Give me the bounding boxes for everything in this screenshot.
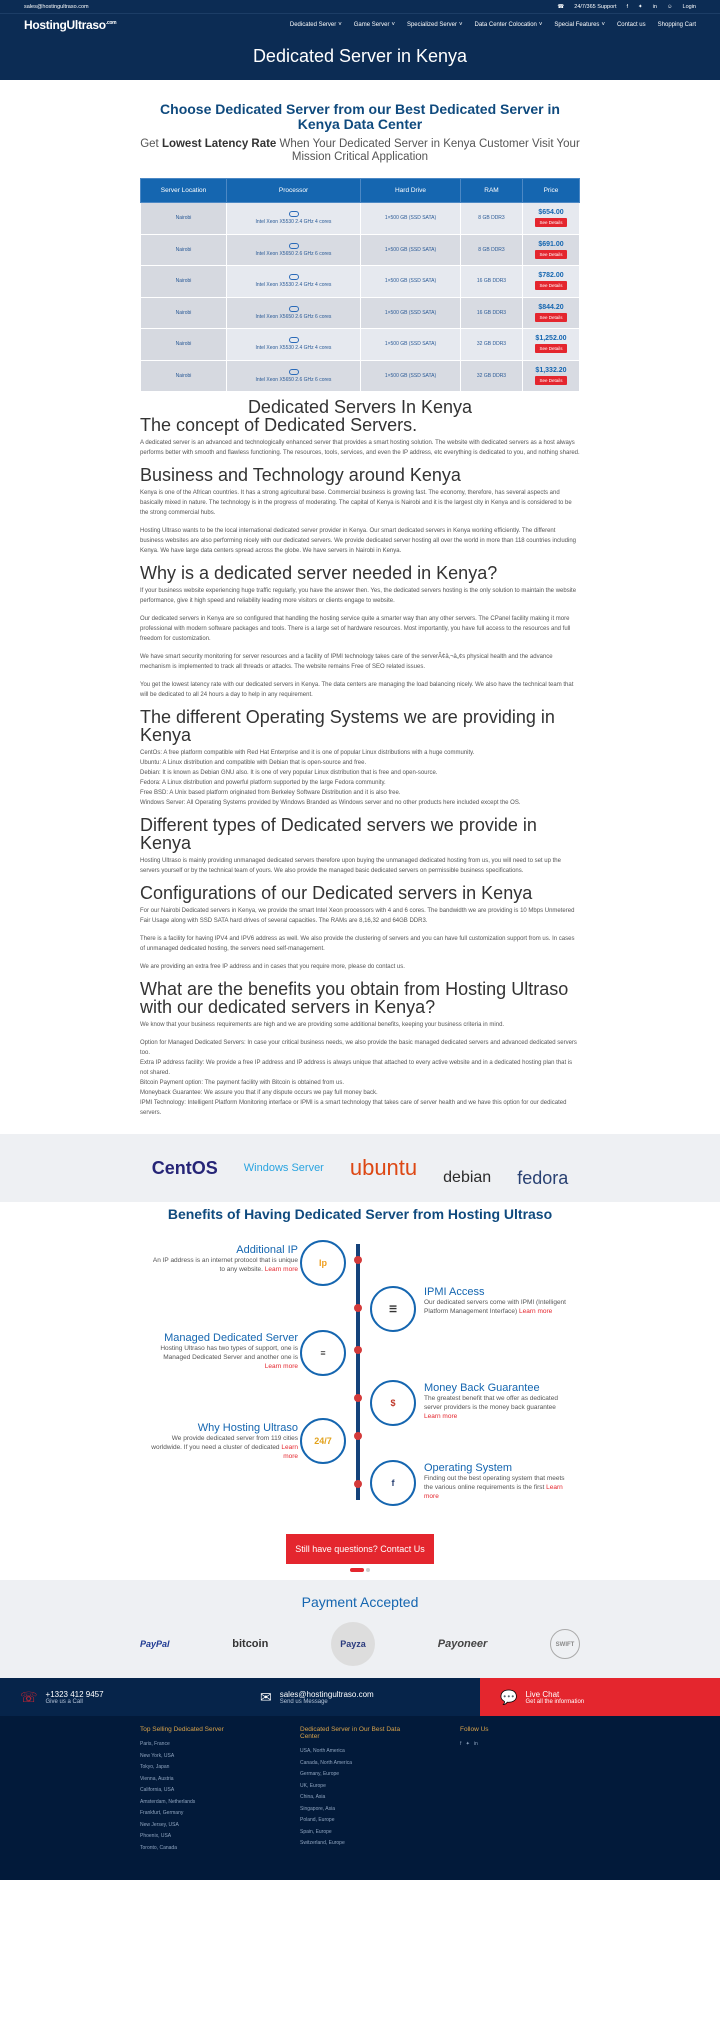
cell-price: $844.20 See Details xyxy=(523,297,580,329)
cell-ram: 8 GB DDR3 xyxy=(461,203,523,235)
learn-more-link[interactable]: Learn more xyxy=(264,1363,298,1370)
os-item: Windows Server: All Operating Systems provided by Windows Branded as Windows server and no other products here included except the OS. xyxy=(140,800,521,806)
windows-server-logo: Windows Server xyxy=(243,1162,324,1174)
intro-subheading: Get Lowest Latency Rate When Your Dedicated Server in Kenya Customer Visit Your Mission Critical Application xyxy=(140,138,580,163)
menu-special-features[interactable]: Special Features xyxy=(554,22,600,28)
logo[interactable]: HostingUltraso$^{.com}$ xyxy=(24,18,117,32)
facebook-icon[interactable]: f xyxy=(626,3,629,10)
header-email[interactable]: sales@hostingultraso.com xyxy=(24,3,89,10)
timeline-dot xyxy=(354,1480,362,1488)
concept-heading: The concept of Dedicated Servers. xyxy=(140,415,418,435)
page-title: Dedicated Server in Kenya xyxy=(252,46,468,66)
benefit-ipmi: IPMI Access Our dedicated servers come with IPMI (Intelligent Platform Management Interface) Learn more xyxy=(424,1286,566,1315)
cell-location: Nairobi xyxy=(141,297,227,329)
timeline-dot xyxy=(354,1346,362,1354)
paypal-logo: PayPal xyxy=(140,1639,170,1649)
ubuntu-logo: ubuntu xyxy=(349,1155,418,1180)
payoneer-logo: Payoneer xyxy=(437,1638,488,1650)
facebook-icon[interactable]: f xyxy=(460,1741,462,1747)
footer-link[interactable]: Tokyo, Japan xyxy=(140,1764,170,1770)
cell-location: Nairobi xyxy=(141,329,227,361)
footer-links xyxy=(140,1739,260,1854)
payment-band xyxy=(0,1580,720,1678)
headset-icon: ☎ xyxy=(557,3,565,10)
learn-more-link[interactable]: Learn more xyxy=(281,1444,298,1460)
email-box[interactable]: ✉ sales@hostingultraso.com Send us Message xyxy=(240,1678,480,1716)
table-row xyxy=(141,297,580,329)
footer-link[interactable]: Toronto, Canada xyxy=(140,1844,177,1851)
footer-link[interactable]: Spain, Europe xyxy=(300,1828,332,1835)
benefit-additional-ip: Additional IP An IP address is an internet protocol that is unique to any website. Learn more xyxy=(152,1244,298,1273)
main-nav xyxy=(0,14,720,36)
os-item: Debian: It is known as Debian GNU also. It is one of very popular Linux distribution that is free and open-source. xyxy=(140,770,438,776)
cell-hdd: 1×500 GB (SSD SATA) xyxy=(361,360,461,392)
benefits-title: Benefits of Having Dedicated Server from Hosting Ultraso xyxy=(167,1206,553,1222)
footer-data-centers: Dedicated Server in Our Best Data Center USA, North America Canada, North America Germany, Europe UK, Europe China, Asia Singapore, Asia Poland, Europe Spain, Europe Switzerland, Europe xyxy=(300,1726,420,1880)
carousel-dots xyxy=(0,1568,720,1574)
types-heading: Different types of Dedicated servers we provide in Kenya xyxy=(140,815,537,853)
linkedin-icon[interactable]: in xyxy=(473,1741,478,1747)
intro-heading: Choose Dedicated Server from our Best Dedicated Server in Kenya Data Center xyxy=(160,101,560,132)
swift-logo: SWIFT xyxy=(550,1629,580,1659)
why-text: You get the lowest latency rate with our dedicated servers in Kenya. The data centers are managing the load balancing nicely. We also have the technical team that will be dedicated to all 24 hours a day to help in any requirement. xyxy=(140,682,574,698)
timeline-dot xyxy=(354,1432,362,1440)
see-details-button[interactable]: See Details xyxy=(535,281,566,290)
user-icon: ☺ xyxy=(666,3,673,10)
cell-location: Nairobi xyxy=(141,203,227,235)
table-row xyxy=(141,234,580,266)
cell-processor: Intel Xeon X5530 2.4 GHz 4 cores xyxy=(227,329,361,361)
intel-icon xyxy=(289,337,299,343)
col-location: Server Location xyxy=(141,179,227,203)
why-heading: Why is a dedicated server needed in Kenya? xyxy=(140,563,498,583)
footer-link[interactable]: Amsterdam, Netherlands xyxy=(140,1798,196,1805)
cell-processor: Intel Xeon X5650 2.6 GHz 6 cores xyxy=(227,297,361,329)
cell-hdd: 1×500 GB (SSD SATA) xyxy=(361,297,461,329)
footer xyxy=(0,1716,720,1880)
chat-icon: 💬 xyxy=(500,1688,518,1705)
intel-icon xyxy=(289,274,299,280)
contact-us-button[interactable]: Still have questions? Contact Us xyxy=(286,1534,434,1564)
phone-icon: ☏ xyxy=(20,1688,38,1705)
learn-more-link[interactable]: Learn more xyxy=(424,1484,563,1500)
os-heading: The different Operating Systems we are providing in Kenya xyxy=(140,707,555,745)
table-row xyxy=(141,360,580,392)
footer-link[interactable]: New York, USA xyxy=(140,1752,175,1759)
cell-price: $782.00 See Details xyxy=(523,266,580,298)
footer-link[interactable]: Germany, Europe xyxy=(300,1771,340,1777)
timeline-dot xyxy=(354,1256,362,1264)
why-text: We have smart security monitoring for server resources and a facility of IPMI technology takes care of the serverÃ¢â‚¬â„¢s physical health and the advance mechanism is implemented to track all threads or attacks. The website remains Free of SEO related issues. xyxy=(140,654,553,670)
concept-text: A dedicated server is an advanced and technologically enhanced server that provides a smart hosting solution. The website with dedicated servers as a host always performs better with smooth and flawless functioning. The resources, tools, services, and even the IP address, etc everything is dedicated to you, and nothing shared. xyxy=(140,440,580,456)
see-details-button[interactable]: See Details xyxy=(535,313,566,322)
col-ram: RAM xyxy=(461,179,523,203)
see-details-button[interactable]: See Details xyxy=(535,344,566,353)
cell-hdd: 1×500 GB (SSD SATA) xyxy=(361,203,461,235)
cell-location: Nairobi xyxy=(141,266,227,298)
cell-processor: Intel Xeon X5530 2.4 GHz 4 cores xyxy=(227,203,361,235)
benefit-why-hosting: Why Hosting Ultraso We provide dedicated server from 119 cities worldwide. If you need a cluster of dedicated Learn more xyxy=(151,1422,298,1460)
footer-link[interactable]: UK, Europe xyxy=(300,1782,326,1789)
footer-link[interactable]: Phoenix, USA xyxy=(140,1833,172,1839)
footer-link[interactable]: Paris, France xyxy=(140,1741,170,1747)
cell-price: $1,332.20 See Details xyxy=(523,360,580,392)
server-icon: ☰ xyxy=(370,1286,416,1332)
col-hdd: Hard Drive xyxy=(361,179,461,203)
benefit-item: Option for Managed Dedicated Servers: In case your critical business needs, we also provide the basic managed dedicated servers and advanced dedicated servers too. xyxy=(140,1040,577,1056)
payment-title: Payment Accepted xyxy=(301,1594,419,1610)
table-row xyxy=(141,203,580,235)
cell-price: $1,252.00 See Details xyxy=(523,329,580,361)
table-row xyxy=(141,329,580,361)
os-item: Free BSD: A Unix based platform originated from Berkeley Software Distribution and it is also free. xyxy=(140,790,401,796)
menu-specialized-server[interactable]: Specialized Server xyxy=(406,22,457,28)
footer-follow: Follow Us f ✦ in xyxy=(460,1726,489,1747)
footer-link[interactable]: Canada, North America xyxy=(300,1759,352,1766)
payment-logos xyxy=(140,1622,580,1666)
menu-contact[interactable]: Contact us xyxy=(616,22,646,28)
cell-ram: 32 GB DDR3 xyxy=(461,360,523,392)
payza-logo: Payza xyxy=(331,1622,375,1666)
intel-icon xyxy=(289,306,299,312)
benefits-timeline xyxy=(140,1236,580,1506)
cell-processor: Intel Xeon X5650 2.6 GHz 6 cores xyxy=(227,360,361,392)
footer-top-selling: Top Selling Dedicated Server Paris, France New York, USA Tokyo, Japan Vienna, Austria California, USA Amsterdam, Netherlands Frankfurt, Germany New Jersey, USA Phoenix, USA Toronto, Canada xyxy=(140,1726,260,1880)
chevron-down-icon: ˅ xyxy=(601,22,605,28)
intel-icon xyxy=(289,369,299,375)
twitter-icon[interactable]: ✦ xyxy=(465,1741,470,1747)
why-text: If your business website experiencing huge traffic regularly, you have the answer then. Yes, the dedicated servers hosting is the only solution to maintain the website performance, give it high speed and reliability leading more visitors or clients engage to website. xyxy=(140,588,577,604)
learn-more-link[interactable]: Learn more xyxy=(519,1308,553,1315)
chevron-down-icon: ˅ xyxy=(338,22,342,28)
benefit-item: IPMI Technology: Intelligent Platform Monitoring interface or IPMI is a smart technology that takes care of server health and we have this option for our dedicated servers. xyxy=(140,1100,567,1116)
table-row xyxy=(141,266,580,298)
cell-hdd: 1×500 GB (SSD SATA) xyxy=(361,234,461,266)
phone-box[interactable]: ☏ +1323 412 9457 Give us a Call xyxy=(0,1678,240,1716)
support-24-7-icon: 24/7 xyxy=(300,1418,346,1464)
footer-link[interactable]: Poland, Europe xyxy=(300,1817,335,1823)
os-item: Fedora: A Linux distribution and powerful platform supported by the large Fedora community. xyxy=(140,780,386,786)
os-item: Ubuntu: A Linux distribution and compatible with Debian that is open-source and free. xyxy=(140,760,367,766)
business-text: Kenya is one of the African countries. It has a strong agricultural base. Commercial business is growing fast. The economy, therefore, has several aspects and basically mixed in nature. The technology is in the progress of moderating. The capital of Kenya is Nairobi and it is the largest city in Kenya and is considered to be the strong commercial hubs. xyxy=(140,490,572,516)
live-chat-box[interactable]: 💬 Live Chat Get all the information xyxy=(480,1678,720,1716)
menu-cart[interactable]: Shopping Cart xyxy=(657,22,696,28)
centos-logo: CentOS xyxy=(151,1157,218,1178)
fedora-logo: fedora xyxy=(517,1167,569,1188)
see-details-button[interactable]: See Details xyxy=(535,218,566,227)
timeline-dot xyxy=(354,1394,362,1402)
col-processor: Processor xyxy=(227,179,361,203)
cell-price: $691.00 See Details xyxy=(523,234,580,266)
header xyxy=(0,0,720,80)
benefit-item: Bitcoin Payment option: The payment facility with Bitcoin is obtained from us. xyxy=(140,1080,344,1086)
benefit-operating-system: Operating System Finding out the best operating system that meets the various online requirements is the first Learn more xyxy=(424,1462,565,1500)
timeline-dot xyxy=(354,1304,362,1312)
learn-more-link[interactable]: Learn more xyxy=(264,1266,298,1273)
server-table xyxy=(140,178,580,392)
learn-more-link[interactable]: Learn more xyxy=(424,1413,458,1420)
footer-link[interactable]: Vienna, Austria xyxy=(140,1775,174,1782)
os-item: CentOs: A free platform compatible with Red Hat Enterprise and it is one of popular Linux distributions with a huge community. xyxy=(140,750,475,756)
chevron-down-icon: ˅ xyxy=(391,22,395,28)
benefit-item: Extra IP address facility: We provide a free IP address and IP address is always unique that attached to every active website and in a dedicated hosting plan that is not shared. xyxy=(140,1060,573,1076)
timeline-line xyxy=(356,1244,360,1500)
guarantee-badge-icon: $ xyxy=(370,1380,416,1426)
rack-icon: ≡ xyxy=(300,1330,346,1376)
footer-link[interactable]: China, Asia xyxy=(300,1794,326,1800)
cell-hdd: 1×500 GB (SSD SATA) xyxy=(361,329,461,361)
top-bar xyxy=(0,0,720,14)
config-heading: Configurations of our Dedicated servers in Kenya xyxy=(140,883,533,903)
cell-ram: 16 GB DDR3 xyxy=(461,297,523,329)
cell-location: Nairobi xyxy=(141,360,227,392)
footer-link[interactable]: Switzerland, Europe xyxy=(300,1840,345,1846)
os-logos-band xyxy=(0,1134,720,1202)
servers-kenya-heading: Dedicated Servers In Kenya xyxy=(247,397,473,417)
benefits-list-heading: What are the benefits you obtain from Hosting Ultraso with our dedicated servers in Kenya? xyxy=(140,979,569,1017)
see-details-button[interactable]: See Details xyxy=(535,376,566,385)
cell-ram: 16 GB DDR3 xyxy=(461,266,523,298)
see-details-button[interactable]: See Details xyxy=(535,250,566,259)
config-text: There is a facility for having IPV4 and IPV6 address as well. We also provide the clustering of servers and you can have full customization support from us. In cases of unmanaged dedicated hosting, the servers need self-management. xyxy=(140,936,575,952)
cell-ram: 8 GB DDR3 xyxy=(461,234,523,266)
chevron-down-icon: ˅ xyxy=(459,22,463,28)
chevron-down-icon: ˅ xyxy=(538,22,543,28)
cell-processor: Intel Xeon X5530 2.4 GHz 4 cores xyxy=(227,266,361,298)
carousel-dot-active[interactable] xyxy=(350,1568,364,1572)
menu-game-server[interactable]: Game Server xyxy=(353,22,390,28)
menu-colocation[interactable]: Data Center Colocation xyxy=(474,22,537,28)
config-text: We are providing an extra free IP address and in cases that you require more, please do contact us. xyxy=(140,964,405,970)
cell-location: Nairobi xyxy=(141,234,227,266)
benefit-item: Moneyback Guarantee: We assure you that if any dispute occurs we pay full money back. xyxy=(140,1090,378,1096)
envelope-icon: ✉ xyxy=(260,1688,272,1705)
business-text: Hosting Ultraso wants to be the local international dedicated server provider in Kenya. Our smart dedicated servers in Kenya working efficiently. The different business websites are also performing nicely with our dedicated servers. We provide dedicated server hosting all over the world in more than 118 countries including Kenya. We have large data centers spread across the globe. We have servers in Nairobi in Kenya. xyxy=(140,528,577,554)
twitter-icon[interactable]: ✦ xyxy=(638,3,643,10)
col-price: Price xyxy=(523,179,580,203)
footer-links xyxy=(300,1746,420,1850)
contact-strip xyxy=(0,1678,720,1716)
intel-icon xyxy=(289,211,299,217)
support-link[interactable]: 24/7/365 Support xyxy=(574,3,617,10)
footer-link[interactable]: California, USA xyxy=(140,1787,175,1793)
business-heading: Business and Technology around Kenya xyxy=(140,465,461,485)
cell-ram: 32 GB DDR3 xyxy=(461,329,523,361)
cell-processor: Intel Xeon X5650 2.6 GHz 6 cores xyxy=(227,234,361,266)
footer-link[interactable]: USA, North America xyxy=(300,1748,345,1754)
benefit-money-back: Money Back Guarantee The greatest benefit that we offer as dedicated server providers is the money back guarantee Learn more xyxy=(424,1382,558,1420)
types-text: Hosting Ultraso is mainly providing unmanaged dedicated servers therefore upon buying the unmanaged dedicated hosting from us, you will need to set up the servers yourself or by the technical team of yours. We also provide the managed basic dedicated servers on permissible business specifications. xyxy=(140,858,561,874)
carousel-dot[interactable] xyxy=(366,1568,370,1572)
footer-link[interactable]: Singapore, Asia xyxy=(300,1805,336,1812)
benefit-managed: Managed Dedicated Server Hosting Ultraso has two types of support, one is Managed Dedicated Server and another one is Learn more xyxy=(160,1332,298,1370)
footer-link[interactable]: New Jersey, USA xyxy=(140,1821,179,1828)
benefit-item: We know that your business requirements are high and we are providing some additional benefits, keeping your business criteria in mind. xyxy=(140,1022,505,1028)
cell-hdd: 1×500 GB (SSD SATA) xyxy=(361,266,461,298)
intel-icon xyxy=(289,243,299,249)
main-content xyxy=(140,102,580,1118)
ip-icon: Ip xyxy=(300,1240,346,1286)
menu-dedicated-server[interactable]: Dedicated Server xyxy=(289,22,337,28)
why-text: Our dedicated servers in Kenya are so configured that handling the hosting service quite a smarter way than any other servers. The CPanel facility making it more professional with modern software packages and tools. There is a large set of hardware resources. Most importantly, you have full access to the resources and full freedom for customization. xyxy=(140,616,571,642)
menu xyxy=(290,22,696,28)
fedora-icon: f xyxy=(370,1460,416,1506)
bitcoin-logo: bitcoin xyxy=(232,1638,269,1650)
footer-link[interactable]: Frankfurt, Germany xyxy=(140,1810,184,1816)
debian-logo: debian xyxy=(443,1169,492,1186)
config-text: For our Nairobi Dedicated servers in Kenya, we provide the smart Intel Xeon processors with 4 and 6 cores. The bandwidth we are providing is 10 Mbps Unmetered Fair Usage along with SSD SATA hard drives of several capacities. The RAMs are 8,16,32 and 64GB DDR3. xyxy=(140,908,575,924)
cell-price: $654.00 See Details xyxy=(523,203,580,235)
login-link[interactable]: Login xyxy=(682,3,696,10)
linkedin-icon[interactable]: in xyxy=(652,3,657,10)
